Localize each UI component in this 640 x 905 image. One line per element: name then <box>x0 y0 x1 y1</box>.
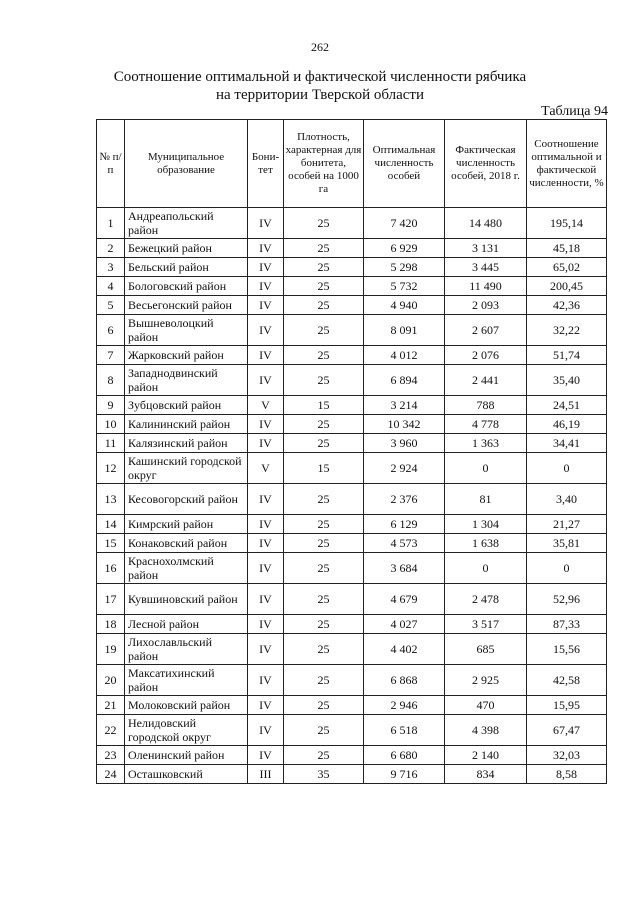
cell-ratio: 67,47 <box>527 715 607 746</box>
cell-bonitet: V <box>248 396 284 415</box>
cell-actual: 2 093 <box>445 296 527 315</box>
data-table <box>96 119 607 784</box>
cell-name: Весьегонский район <box>125 296 248 315</box>
cell-num: 16 <box>97 553 125 584</box>
cell-ratio: 32,22 <box>527 315 607 346</box>
cell-name: Кимрский район <box>125 515 248 534</box>
cell-optimal: 3 214 <box>364 396 445 415</box>
cell-optimal: 4 940 <box>364 296 445 315</box>
cell-num: 5 <box>97 296 125 315</box>
table-row <box>97 365 607 396</box>
cell-optimal: 8 091 <box>364 315 445 346</box>
title-line-1: Соотношение оптимальной и фактической численности рябчика <box>113 69 527 85</box>
cell-density: 25 <box>284 515 364 534</box>
cell-optimal: 6 929 <box>364 239 445 258</box>
cell-name: Бельский район <box>125 258 248 277</box>
cell-optimal: 3 684 <box>364 553 445 584</box>
cell-optimal: 6 129 <box>364 515 445 534</box>
cell-name: Вышневолоцкий район <box>125 315 248 346</box>
cell-num: 2 <box>97 239 125 258</box>
table-row <box>97 258 607 277</box>
cell-actual: 4 778 <box>445 415 527 434</box>
table-row <box>97 615 607 634</box>
cell-bonitet: IV <box>248 277 284 296</box>
cell-density: 25 <box>284 415 364 434</box>
cell-actual: 470 <box>445 696 527 715</box>
cell-name: Бологовский район <box>125 277 248 296</box>
table-row <box>97 515 607 534</box>
cell-density: 25 <box>284 634 364 665</box>
cell-num: 13 <box>97 484 125 515</box>
table-row <box>97 239 607 258</box>
cell-num: 19 <box>97 634 125 665</box>
cell-ratio: 0 <box>527 553 607 584</box>
cell-density: 25 <box>284 584 364 615</box>
cell-optimal: 5 298 <box>364 258 445 277</box>
cell-actual: 3 131 <box>445 239 527 258</box>
cell-actual: 2 925 <box>445 665 527 696</box>
cell-bonitet: V <box>248 453 284 484</box>
cell-name: Нелидовский городской округ <box>125 715 248 746</box>
cell-ratio: 3,40 <box>527 484 607 515</box>
cell-ratio: 195,14 <box>527 208 607 239</box>
cell-bonitet: IV <box>248 615 284 634</box>
cell-bonitet: IV <box>248 258 284 277</box>
cell-actual: 2 478 <box>445 584 527 615</box>
cell-bonitet: IV <box>248 315 284 346</box>
cell-bonitet: IV <box>248 415 284 434</box>
cell-optimal: 2 924 <box>364 453 445 484</box>
cell-optimal: 2 376 <box>364 484 445 515</box>
cell-density: 25 <box>284 696 364 715</box>
cell-optimal: 4 679 <box>364 584 445 615</box>
cell-actual: 3 517 <box>445 615 527 634</box>
cell-density: 25 <box>284 208 364 239</box>
cell-ratio: 15,56 <box>527 634 607 665</box>
cell-num: 15 <box>97 534 125 553</box>
table-row <box>97 296 607 315</box>
cell-bonitet: IV <box>248 296 284 315</box>
cell-actual: 11 490 <box>445 277 527 296</box>
table-body <box>97 208 607 784</box>
cell-optimal: 10 342 <box>364 415 445 434</box>
cell-ratio: 52,96 <box>527 584 607 615</box>
cell-density: 15 <box>284 396 364 415</box>
table-row <box>97 484 607 515</box>
cell-optimal: 9 716 <box>364 765 445 784</box>
cell-density: 25 <box>284 615 364 634</box>
cell-name: Максатихинский район <box>125 665 248 696</box>
cell-density: 25 <box>284 715 364 746</box>
cell-num: 1 <box>97 208 125 239</box>
cell-density: 25 <box>284 277 364 296</box>
cell-name: Краснохолмский район <box>125 553 248 584</box>
cell-density: 25 <box>284 534 364 553</box>
cell-bonitet: IV <box>248 696 284 715</box>
cell-optimal: 2 946 <box>364 696 445 715</box>
cell-optimal: 4 012 <box>364 346 445 365</box>
cell-optimal: 3 960 <box>364 434 445 453</box>
cell-actual: 1 304 <box>445 515 527 534</box>
cell-ratio: 46,19 <box>527 415 607 434</box>
cell-optimal: 6 518 <box>364 715 445 746</box>
cell-optimal: 6 868 <box>364 665 445 696</box>
cell-actual: 2 140 <box>445 746 527 765</box>
cell-density: 25 <box>284 434 364 453</box>
table-row <box>97 396 607 415</box>
table-row <box>97 665 607 696</box>
cell-name: Зубцовский район <box>125 396 248 415</box>
cell-ratio: 42,36 <box>527 296 607 315</box>
col-header-optimal: Оптимальная численность особей <box>364 120 445 208</box>
cell-ratio: 65,02 <box>527 258 607 277</box>
cell-bonitet: IV <box>248 484 284 515</box>
table-row <box>97 765 607 784</box>
cell-bonitet: IV <box>248 634 284 665</box>
title-line-2: на территории Тверской области <box>215 87 424 103</box>
cell-bonitet: IV <box>248 515 284 534</box>
cell-density: 25 <box>284 553 364 584</box>
table-row <box>97 634 607 665</box>
cell-name: Бежецкий район <box>125 239 248 258</box>
cell-actual: 14 480 <box>445 208 527 239</box>
cell-num: 14 <box>97 515 125 534</box>
cell-optimal: 7 420 <box>364 208 445 239</box>
table-row <box>97 346 607 365</box>
cell-bonitet: IV <box>248 665 284 696</box>
cell-density: 25 <box>284 296 364 315</box>
cell-name: Молоковский район <box>125 696 248 715</box>
cell-bonitet: IV <box>248 584 284 615</box>
cell-name: Жарковский район <box>125 346 248 365</box>
cell-actual: 81 <box>445 484 527 515</box>
cell-name: Кесовогорский район <box>125 484 248 515</box>
cell-name: Кувшиновский район <box>125 584 248 615</box>
cell-ratio: 8,58 <box>527 765 607 784</box>
cell-optimal: 4 027 <box>364 615 445 634</box>
cell-name: Осташковский <box>125 765 248 784</box>
cell-num: 21 <box>97 696 125 715</box>
cell-bonitet: IV <box>248 715 284 746</box>
cell-density: 25 <box>284 746 364 765</box>
cell-num: 12 <box>97 453 125 484</box>
cell-num: 3 <box>97 258 125 277</box>
cell-num: 20 <box>97 665 125 696</box>
cell-density: 25 <box>284 346 364 365</box>
cell-ratio: 87,33 <box>527 615 607 634</box>
cell-bonitet: IV <box>248 365 284 396</box>
col-header-ratio: Соотношение оптимальной и фактической численности, % <box>527 120 607 208</box>
cell-num: 8 <box>97 365 125 396</box>
cell-num: 11 <box>97 434 125 453</box>
cell-density: 25 <box>284 315 364 346</box>
cell-ratio: 0 <box>527 453 607 484</box>
cell-name: Калининский район <box>125 415 248 434</box>
cell-ratio: 34,41 <box>527 434 607 453</box>
cell-bonitet: IV <box>248 553 284 584</box>
cell-density: 15 <box>284 453 364 484</box>
cell-num: 10 <box>97 415 125 434</box>
cell-optimal: 6 894 <box>364 365 445 396</box>
cell-ratio: 32,03 <box>527 746 607 765</box>
cell-density: 25 <box>284 665 364 696</box>
cell-actual: 3 445 <box>445 258 527 277</box>
cell-actual: 1 363 <box>445 434 527 453</box>
table-caption: Таблица 94 <box>541 104 608 119</box>
cell-name: Конаковский район <box>125 534 248 553</box>
col-header-bonitet: Бони-тет <box>248 120 284 208</box>
cell-optimal: 4 402 <box>364 634 445 665</box>
cell-num: 9 <box>97 396 125 415</box>
cell-ratio: 24,51 <box>527 396 607 415</box>
cell-ratio: 15,95 <box>527 696 607 715</box>
cell-bonitet: IV <box>248 208 284 239</box>
cell-optimal: 4 573 <box>364 534 445 553</box>
table-row <box>97 315 607 346</box>
cell-actual: 0 <box>445 553 527 584</box>
cell-ratio: 200,45 <box>527 277 607 296</box>
table-row <box>97 584 607 615</box>
cell-actual: 1 638 <box>445 534 527 553</box>
cell-name: Кашинский городской округ <box>125 453 248 484</box>
cell-bonitet: IV <box>248 346 284 365</box>
cell-optimal: 6 680 <box>364 746 445 765</box>
cell-bonitet: IV <box>248 746 284 765</box>
table-row <box>97 208 607 239</box>
header-row <box>97 120 607 208</box>
table-row <box>97 553 607 584</box>
cell-ratio: 45,18 <box>527 239 607 258</box>
cell-name: Западнодвинский район <box>125 365 248 396</box>
cell-num: 17 <box>97 584 125 615</box>
cell-optimal: 5 732 <box>364 277 445 296</box>
cell-ratio: 21,27 <box>527 515 607 534</box>
cell-ratio: 42,58 <box>527 665 607 696</box>
cell-actual: 2 076 <box>445 346 527 365</box>
cell-density: 25 <box>284 484 364 515</box>
col-header-actual: Фактическая численность особей, 2018 г. <box>445 120 527 208</box>
cell-actual: 834 <box>445 765 527 784</box>
table-row <box>97 277 607 296</box>
cell-density: 25 <box>284 365 364 396</box>
table-row <box>97 715 607 746</box>
cell-bonitet: IV <box>248 434 284 453</box>
cell-name: Лихославльский район <box>125 634 248 665</box>
cell-ratio: 35,40 <box>527 365 607 396</box>
table-row <box>97 453 607 484</box>
cell-actual: 685 <box>445 634 527 665</box>
cell-name: Лесной район <box>125 615 248 634</box>
page-number: 262 <box>311 40 329 54</box>
cell-density: 25 <box>284 239 364 258</box>
cell-actual: 788 <box>445 396 527 415</box>
table-row <box>97 534 607 553</box>
cell-num: 6 <box>97 315 125 346</box>
table-row <box>97 746 607 765</box>
col-header-num: № п/п <box>97 120 125 208</box>
cell-actual: 2 607 <box>445 315 527 346</box>
cell-num: 24 <box>97 765 125 784</box>
cell-bonitet: III <box>248 765 284 784</box>
cell-num: 23 <box>97 746 125 765</box>
table-row <box>97 434 607 453</box>
cell-num: 4 <box>97 277 125 296</box>
page-title <box>0 68 640 104</box>
cell-density: 25 <box>284 258 364 277</box>
cell-name: Калязинский район <box>125 434 248 453</box>
cell-num: 18 <box>97 615 125 634</box>
col-header-density: Плотность, характерная для бонитета, особей на 1000 га <box>284 120 364 208</box>
cell-actual: 0 <box>445 453 527 484</box>
col-header-name: Муниципальное образование <box>125 120 248 208</box>
table-row <box>97 415 607 434</box>
cell-name: Андреапольский район <box>125 208 248 239</box>
cell-ratio: 51,74 <box>527 346 607 365</box>
cell-density: 35 <box>284 765 364 784</box>
cell-num: 7 <box>97 346 125 365</box>
cell-bonitet: IV <box>248 239 284 258</box>
cell-ratio: 35,81 <box>527 534 607 553</box>
cell-actual: 4 398 <box>445 715 527 746</box>
cell-name: Оленинский район <box>125 746 248 765</box>
table-row <box>97 696 607 715</box>
cell-bonitet: IV <box>248 534 284 553</box>
cell-num: 22 <box>97 715 125 746</box>
cell-actual: 2 441 <box>445 365 527 396</box>
